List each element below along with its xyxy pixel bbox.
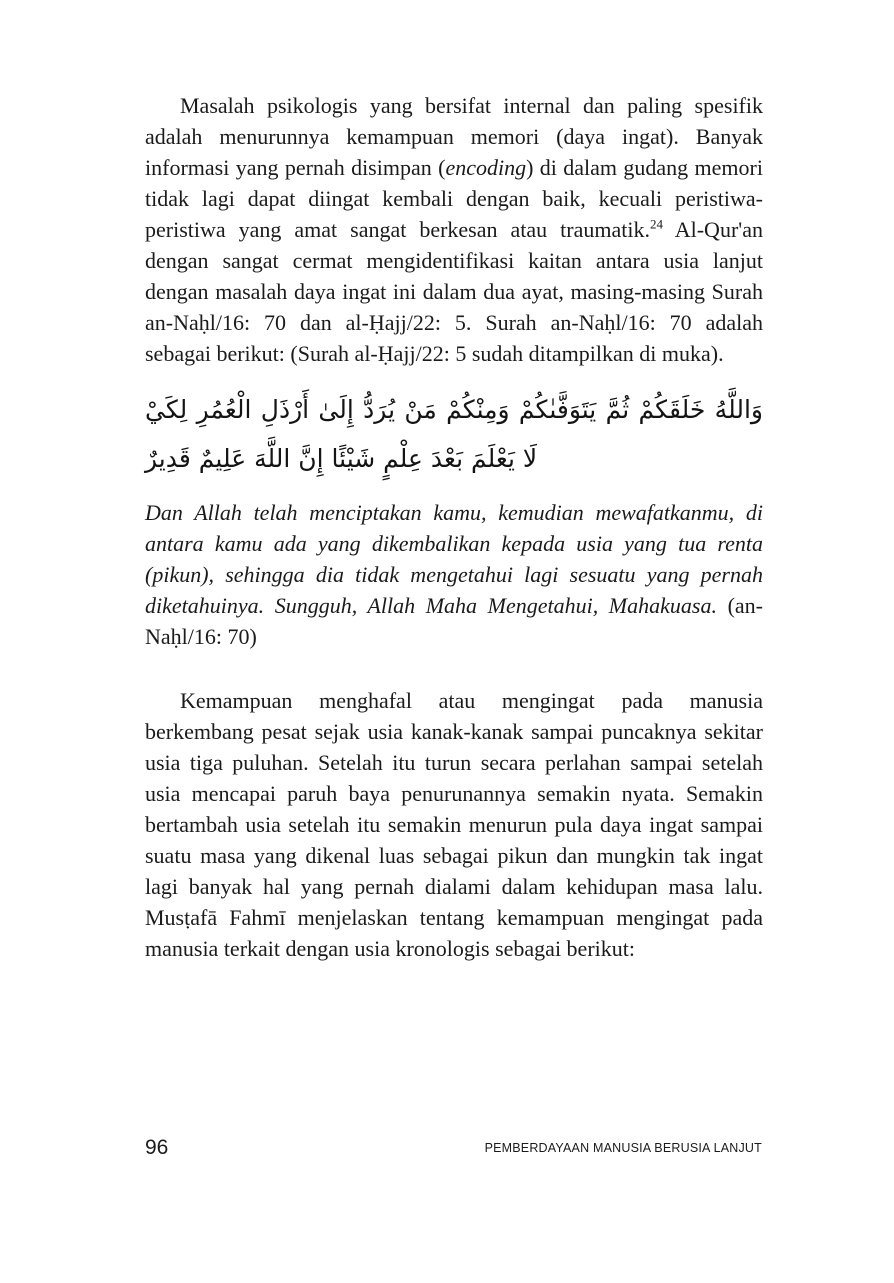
verse-translation [145, 497, 763, 652]
paragraph1-text-middle: ) di dalam gudang memori tidak lagi dapat diingat kembali dengan baik, kecuali peristiwa-peristiwa yang amat sangat berkesan atau traumatik. [145, 155, 763, 242]
paragraph1-text-end: Al-Qur'an dengan sangat cermat mengidentifikasi kaitan antara usia lanjut dengan masalah daya ingat ini dalam dua ayat, masing-masing Surah an-Naḥl/16: 70 dan al-Ḥajj/22: 5. Surah an-Naḥl/16: 70 adalah sebagai berikut: (Surah al-Ḥajj/22: 5 sudah ditampilkan di muka). [145, 217, 763, 366]
translation-verse-reference: (an-Naḥl/16: 70) [145, 593, 763, 649]
paragraph-memory-development: Kemampuan menghafal atau mengingat pada manusia berkembang pesat sejak usia kanak-kanak sampai puncaknya sekitar usia tiga puluhan. Setelah itu turun secara perlahan sampai setelah usia mencapai paruh baya penurunannya semakin nyata. Semakin bertambah usia setelah itu semakin menurun pula daya ingat sampai suatu masa yang dikenal luas sebagai pikun dan mungkin tak ingat lagi banyak hal yang pernah dialami dalam kehidupan masa lalu. Musṭafā Fahmī menjelaskan tentang kemampuan mengingat pada manusia terkait dengan usia kronologis sebagai berikut: [145, 688, 763, 961]
paragraph1-italic-term: encoding [445, 155, 527, 180]
translation-italic-text: Dan Allah telah menciptakan kamu, kemudian mewafatkanmu, di antara kamu ada yang dikembalikan kepada usia yang tua renta (pikun), sehingga dia tidak mengetahui lagi sesuatu yang pernah diketahuinya. Sungguh, Allah Maha Mengetahui, Mahakuasa. [145, 500, 763, 618]
footnote-reference-24: 24 [649, 216, 663, 232]
page-content [145, 90, 763, 964]
page-number: 96 [145, 1136, 169, 1159]
arabic-quran-verse: وَاللَّهُ خَلَقَكُمْ ثُمَّ يَتَوَفَّىٰكُمْ وَمِنْكُمْ مَنْ يُرَدُّ إِلَىٰ أَرْذَلِ الْعُمُرِ لِكَيْ لَا يَعْلَمَ بَعْدَ عِلْمٍ شَيْئًا إِنَّ اللَّهَ عَلِيمٌ قَدِيرٌ [145, 395, 763, 473]
paragraph1-text-start: Masalah psikologis yang bersifat internal dan paling spesifik adalah menurunnya kemampuan memori (daya ingat). Banyak informasi yang pernah disimpan ( [145, 93, 763, 180]
running-title: PEMBERDAYAAN MANUSIA BERUSIA LANJUT [484, 1141, 762, 1155]
paragraph-memory-problem [145, 90, 763, 369]
